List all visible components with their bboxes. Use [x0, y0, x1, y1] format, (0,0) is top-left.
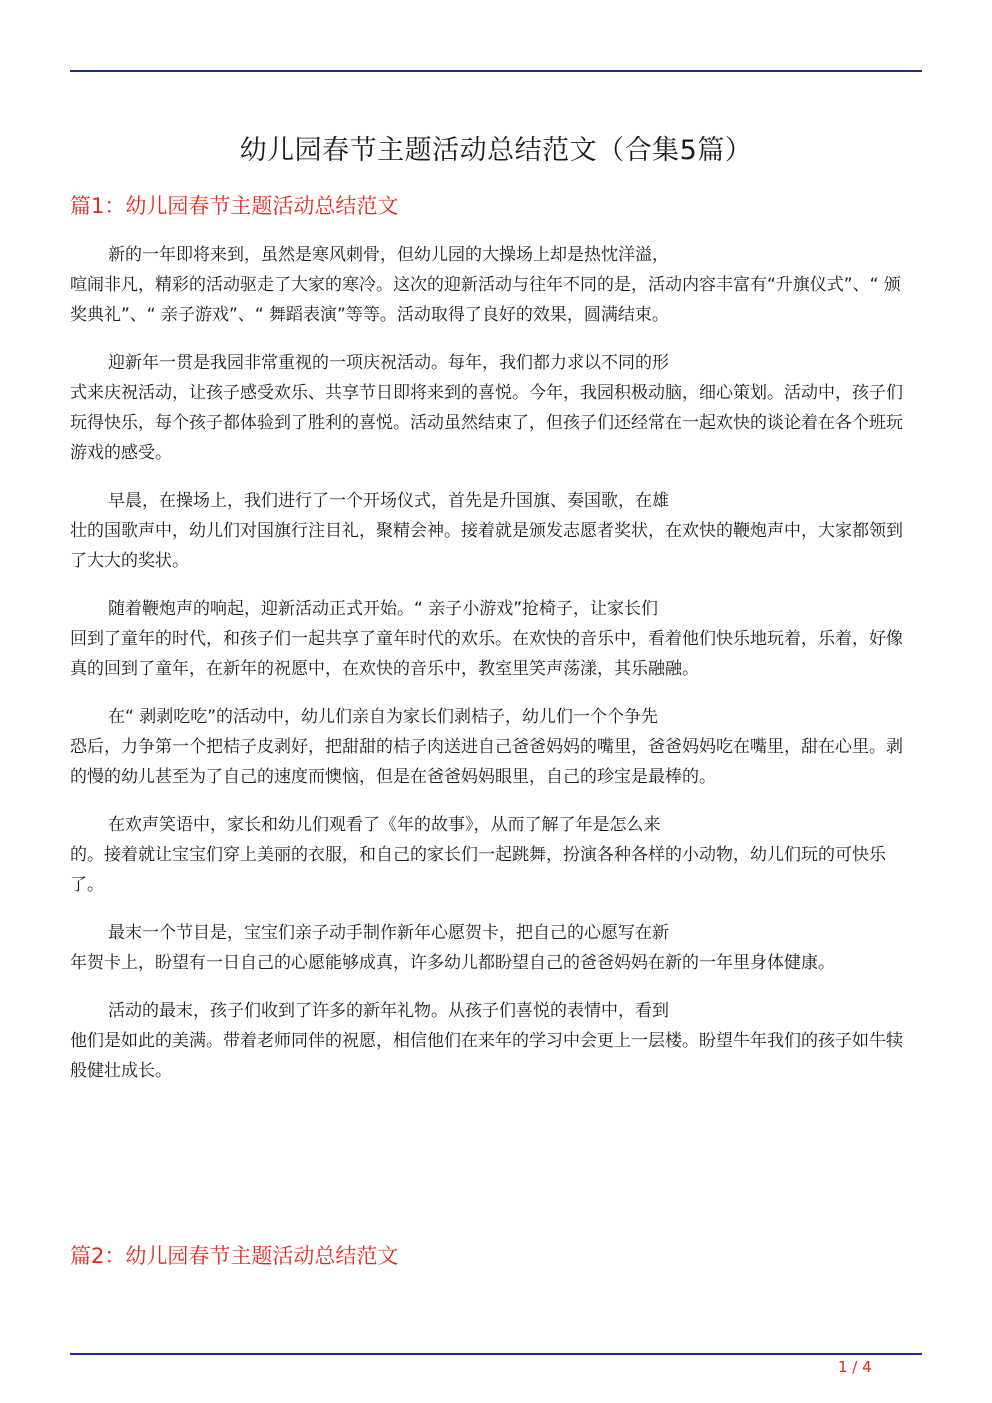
- paragraph-first-line: 早晨，在操场上，我们进行了一个开场仪式，首先是升国旗、奏国歌，在雄: [108, 491, 669, 511]
- paragraph: [70, 702, 910, 792]
- paragraph-continuation: 恐后，力争第一个把桔子皮剥好，把甜甜的桔子肉送进自己爸爸妈妈的嘴里，爸爸妈妈吃在嘴里，甜在心里。剥的慢的幼儿甚至为了自己的速度而懊恼，但是在爸爸妈妈眼里，自己的珍宝是最棒的。: [70, 737, 903, 787]
- footer-rule: [70, 1353, 922, 1355]
- paragraph-continuation: 他们是如此的美满。带着老师同伴的祝愿，相信他们在来年的学习中会更上一层楼。盼望牛年我们的孩子如牛犊般健壮成长。: [70, 1031, 903, 1081]
- paragraph: [70, 486, 910, 576]
- paragraph: [70, 240, 910, 330]
- paragraph: [70, 918, 910, 978]
- document-title: 幼儿园春节主题活动总结范文（合集5篇）: [239, 135, 753, 166]
- paragraph-continuation: 年贺卡上，盼望有一日自己的心愿能够成真，许多幼儿都盼望自己的爸爸妈妈在新的一年里身体健康。: [70, 953, 835, 973]
- paragraph-continuation: 壮的国歌声中，幼儿们对国旗行注目礼，聚精会神。接着就是颁发志愿者奖状，在欢快的鞭炮声中，大家都领到了大大的奖状。: [70, 521, 903, 571]
- paragraph-first-line: 最末一个节目是，宝宝们亲子动手制作新年心愿贺卡，把自己的心愿写在新: [108, 923, 669, 943]
- paragraph-continuation: 喧闹非凡，精彩的活动驱走了大家的寒冷。这次的迎新活动与往年不同的是，活动内容丰富有“升旗仪式”、“ 颁奖典礼”、“ 亲子游戏”、“ 舞蹈表演”等等。活动取得了良好的效果，圆满结束。: [70, 275, 901, 325]
- paragraph-first-line: 随着鞭炮声的响起，迎新活动正式开始。“ 亲子小游戏”抢椅子，让家长们: [108, 599, 659, 619]
- paragraph-first-line: 在“ 剥剥吃吃”的活动中，幼儿们亲自为家长们剥桔子，幼儿们一个个争先: [108, 707, 659, 727]
- paragraph-first-line: 新的一年即将来到，虽然是寒风刺骨，但幼儿园的大操场上却是热忱洋溢，: [108, 245, 669, 265]
- paragraph: [70, 348, 910, 468]
- section-1-heading: 篇1：幼儿园春节主题活动总结范文: [70, 194, 399, 218]
- paragraph: [70, 996, 910, 1086]
- page-number: 1 / 4: [838, 1358, 872, 1376]
- paragraph-first-line: 在欢声笑语中，家长和幼儿们观看了《年的故事》，从而了解了年是怎么来: [108, 815, 661, 835]
- section-2-heading: 篇2：幼儿园春节主题活动总结范文: [70, 1244, 399, 1268]
- section-1-body: [70, 240, 922, 1104]
- paragraph-first-line: 活动的最末，孩子们收到了许多的新年礼物。从孩子们喜悦的表情中，看到: [108, 1001, 669, 1021]
- paragraph-continuation: 的。接着就让宝宝们穿上美丽的衣服，和自己的家长们一起跳舞，扮演各种各样的小动物，幼儿们玩的可快乐了。: [70, 845, 886, 895]
- paragraph: [70, 594, 910, 684]
- paragraph: [70, 810, 910, 900]
- paragraph-continuation: 式来庆祝活动，让孩子感受欢乐、共享节日即将来到的喜悦。今年，我园积极动脑，细心策划。活动中，孩子们玩得快乐，每个孩子都体验到了胜利的喜悦。活动虽然结束了，但孩子们还经常在一起欢快的谈论着在各个班玩游戏的感受。: [70, 383, 903, 463]
- paragraph-first-line: 迎新年一贯是我园非常重视的一项庆祝活动。每年，我们都力求以不同的形: [108, 353, 669, 373]
- paragraph-continuation: 回到了童年的时代，和孩子们一起共享了童年时代的欢乐。在欢快的音乐中，看着他们快乐地玩着，乐着，好像真的回到了童年，在新年的祝愿中，在欢快的音乐中，教室里笑声荡漾，其乐融融。: [70, 629, 903, 679]
- header-rule: [70, 70, 922, 72]
